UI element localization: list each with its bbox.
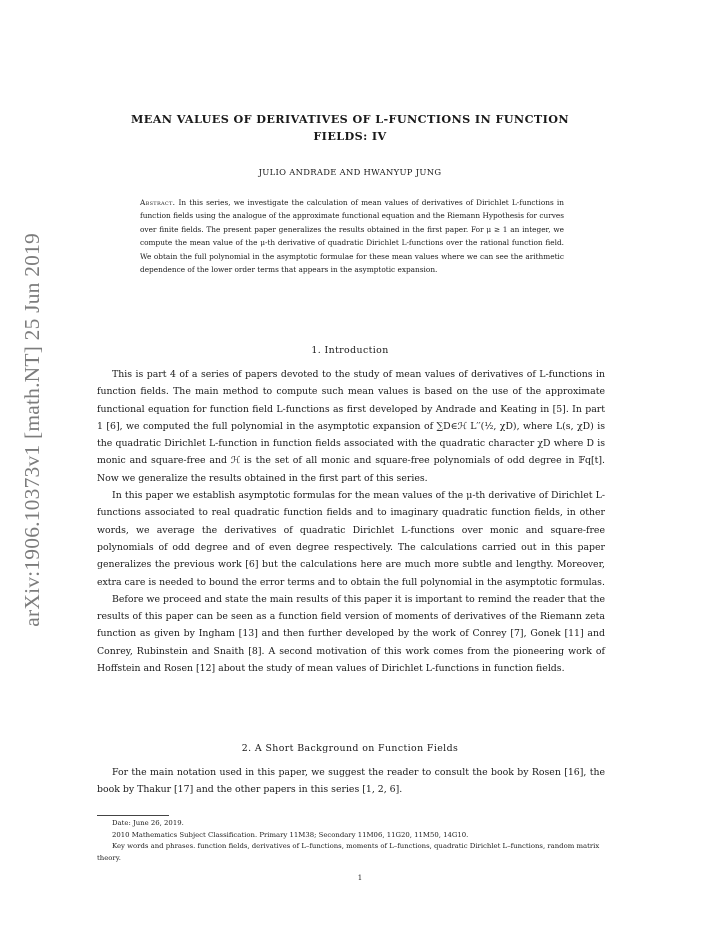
abstract-text: In this series, we investigate the calculation of mean values of derivatives of Dirichlet L-functions in function fields using the analogue of the approximate functional equation and the Riemann Hypothesis for curves over finite fields. The present paper generalizes the results obtained in the first paper. For μ ≥ 1 an integer, we compute the mean value of the μ-th derivative of quadratic Dirichlet L-functions over the rational function field. We obtain the full polynomial in the asymptotic formulae for these mean values where we can see the arithmetic dependence of the lower order terms that appears in the asymptotic expansion.	[140, 198, 564, 275]
page-number: 1	[357, 874, 363, 882]
arxiv-identifier: arXiv:1906.10373v1 [math.NT] 25 Jun 2019	[19, 233, 44, 627]
section-1-paragraph: This is part 4 of a series of papers devoted to the study of mean values of derivatives of L-functions in function fields. The main method to compute such mean values is based on the use of the approximate functional equation for function field L-functions as first developed by Andrade and Keating in [5]. In part 1 [6], we computed the full polynomial in the asymptotic expansion of ∑D∈ℋ L′′(½, χD), where L(s, χD) is the quadratic Dirichlet L-function in function fields associated with the quadratic character χD where D is monic and square-free and ℋ is the set of all monic and square-free polynomials of odd degree in 𝔽q[t]. Now we generalize the results obtained in the first part of this series.	[97, 369, 605, 484]
section-1-paragraph: Before we proceed and state the main results of this paper it is important to remind the reader that the results of this paper can be seen as a function field version of moments of derivatives of the Riemann zeta function as given by Ingham [13] and then further developed by the work of Conrey [7], Gonek [11] and Conrey, Rubinstein and Snaith [8]. A second motivation of this work comes from the pioneering work of Hoffstein and Rosen [12] about the study of mean values of Dirichlet L-functions in function fields.	[97, 593, 605, 675]
title-line-1: MEAN VALUES OF DERIVATIVES OF L-FUNCTIONS IN FUNCTION	[130, 112, 569, 126]
section-1-body	[97, 366, 605, 677]
footnote-keywords: Key words and phrases. function fields, derivatives of L–functions, moments of L–functions, quadratic Dirichlet L–functions, random matrix theory.	[97, 842, 600, 863]
paper-title	[100, 111, 600, 145]
section-2-title: 2. A Short Background on Function Fields	[241, 743, 459, 754]
section-1-title: 1. Introduction	[311, 345, 389, 356]
section-1-paragraph: In this paper we establish asymptotic formulas for the mean values of the μ-th derivative of Dirichlet L-functions associated to real quadratic function fields and to imaginary quadratic function fields, in other words, we average the derivatives of quadratic Dirichlet L-functions over monic and square-free polynomials of odd degree and of even degree respectively. The calculations carried out in this paper generalizes the previous work [6] but the calculations here are much more subtle and lengthy. Moreover, extra care is needed to bound the error terms and to obtain the full polynomial in the asymptotic formulas.	[97, 490, 605, 588]
abstract-heading: Abstract.	[140, 198, 176, 207]
footnotes	[97, 818, 605, 865]
footnote-msc: 2010 Mathematics Subject Classification. Primary 11M38; Secondary 11M06, 11G20, 11M50, 14G10.	[112, 830, 469, 839]
paper-authors: JULIO ANDRADE AND HWANYUP JUNG	[258, 167, 442, 177]
footnote-rule	[97, 815, 169, 816]
section-2-body	[97, 764, 605, 799]
arxiv-sidebar-stamp	[10, 210, 54, 650]
title-line-2: FIELDS: IV	[313, 129, 387, 143]
footnote-date: Date: June 26, 2019.	[112, 819, 184, 827]
abstract	[140, 196, 564, 276]
section-2-paragraph: For the main notation used in this paper, we suggest the reader to consult the book by Rosen [16], the book by Thakur [17] and the other papers in this series [1, 2, 6].	[97, 767, 605, 796]
